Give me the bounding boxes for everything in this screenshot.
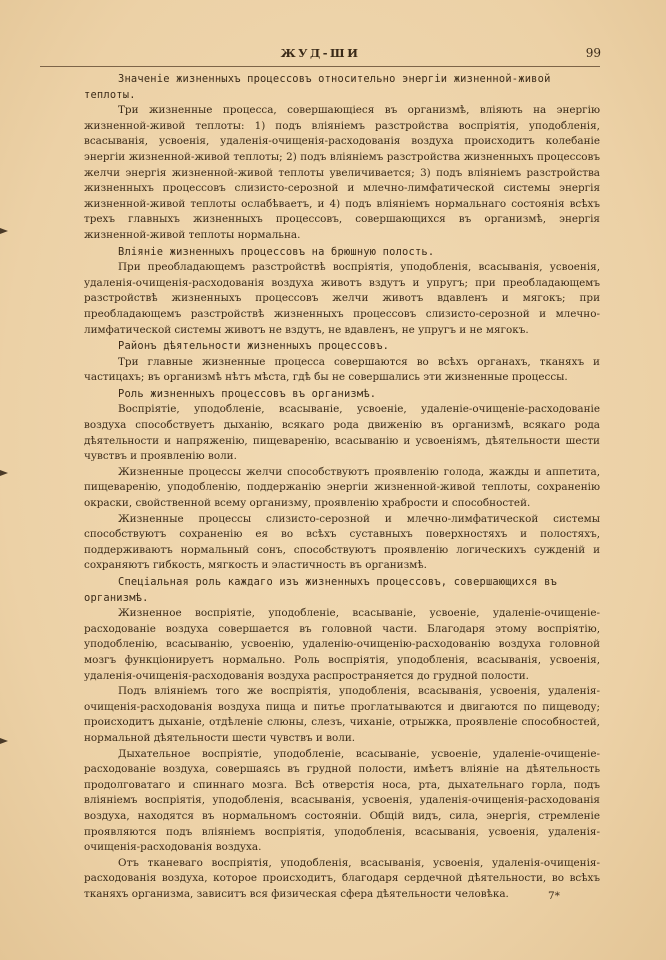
- binding-hole-mark: [0, 470, 8, 476]
- binding-hole-mark: [0, 738, 8, 744]
- page-header: [38, 46, 603, 64]
- text-body: [84, 71, 600, 902]
- section-heading: Роль жизненныхъ процессовъ въ организмѣ.: [118, 387, 377, 400]
- section-heading: Вліяніе жизненныхъ процессовъ на брюшную полость.: [118, 245, 435, 258]
- running-head: ЖУД-ШИ: [280, 46, 361, 60]
- section-heading: Значеніе жизненныхъ процессовъ относительно энергіи жизненной-живой теплоты.: [84, 73, 551, 101]
- paragraph: Дыхательное воспріятіе, уподобленіе, всасываніе, усвоеніе, удаленіе-очищеніе-расходованіе воздуха, совершаясь въ грудной полости, имѣетъ вліяніе на дѣятельность продолговатаго и спиннаго мозга. Всѣ отверстія носа, рта, дыхательнаго горла, подъ вліяніемъ воспріятія, уподобленія, всасыванія, усвоенія, удаленія-очищенія-расходованія воздуха, находятся въ нормальномъ состояніи. Общій видъ, сила, энергія, стремленіе проявляются подъ вліяніемъ воспріятія, уподобленія, всасыванія, усвоенія, удаленія-очищенія-расходованія воздуха.: [84, 747, 600, 854]
- section-heading: Районъ дѣятельности жизненныхъ процессовъ.: [118, 340, 390, 353]
- paragraph: Воспріятіе, уподобленіе, всасываніе, усвоеніе, удаленіе-очищеніе-расходованіе воздуха способствуетъ дыханію, всякаго рода движенію въ организмѣ, всякаго рода дѣятельности и напряженію, пищеваренію, всасыванію и усвоеніямъ, дѣятельности шести чувствъ и проявленію воли.: [84, 403, 600, 463]
- paragraph: Три главные жизненные процесса совершаются во всѣхъ органахъ, тканяхъ и частицахъ; въ организмѣ нѣтъ мѣста, гдѣ бы не совершались эти жизненные процессы.: [84, 355, 600, 384]
- page-number: 99: [585, 46, 601, 60]
- paragraph: Отъ тканеваго воспріятія, уподобленія, всасыванія, усвоенія, удаленія-очищенія-расходованія воздуха, которое происходитъ, благодаря сердечной дѣятельности, во всѣхъ тканяхъ организма, зависитъ вся физическая сфера дѣятельности человѣка.: [84, 856, 600, 900]
- paragraph: Подъ вліяніемъ того же воспріятія, уподобленія, всасыванія, усвоенія, удаленія-очищенія-расходованія воздуха пища и питье проглатываются и двигаются по пищеводу; происходитъ дыханіе, отдѣленіе слюны, слезъ, чиханіе, отрыжка, проявленіе способностей, нормальной дѣятельности шести чувствъ и воли.: [84, 685, 600, 744]
- printer-signature-mark: 7*: [548, 890, 560, 902]
- paragraph: При преобладающемъ разстройствѣ воспріятія, уподобленія, всасыванія, усвоенія, удаленія-очищенія-расходованія воздуха животъ вздутъ и упругъ; при преобладающемъ разстройствѣ жизненныхъ процессовъ желчи животъ вдавленъ и мягокъ; при преобладающемъ разстройствѣ жизненныхъ процессовъ слизисто-серозной и млечно-лимфатической системы животъ не вздутъ, не вдавленъ, не упругъ и не мягокъ.: [84, 261, 600, 336]
- paragraph: Жизненные процессы желчи способствуютъ проявленію голода, жажды и аппетита, пищеваренію, уподобленію, поддержанію энергіи жизненной-живой теплоты, сохраненію окраски, свойственной всему организму, проявленію храбрости и способностей.: [84, 465, 600, 510]
- paragraph: Жизненное воспріятіе, уподобленіе, всасываніе, усвоеніе, удаленіе-очищеніе-расходованіе воздуха совершается въ головной части. Благодаря этому воспріятію, уподобленію, всасыванію, усвоенію, удаленію-очищенію-расходованію воздуха головной мозгъ функціонируетъ нормально. Роль воспріятія, уподобленія, всасыванія, усвоенія, удаленія-очищенія-расходованія воздуха распространяется до грудной полости.: [84, 607, 600, 682]
- binding-hole-mark: [0, 228, 8, 234]
- paragraph: Три жизненные процесса, совершающіеся въ организмѣ, вліяють на энергію жизненной-живой теплоты: 1) подъ вліяніемъ разстройства воспріятія, уподобленія, всасыванія, усвоенія, удаленія-очищенія-расходованія воздуха происходитъ колебаніе энергіи жизненной-живой теплоты; 2) подъ вліяніемъ разстройства жизненныхъ процессовъ желчи энергія жизненной-живой теплоты увеличивается; 3) подъ вліяніемъ разстройства жизненныхъ процессовъ слизисто-серозной и млечно-лимфатической системы энергія жизненной-живой теплоты ослабѣваетъ, и 4) подъ вліяніемъ нормальнаго состоянія всѣхъ трехъ главныхъ жизненныхъ процессовъ, совершающихся въ организмѣ, энергія жизненной-живой теплоты нормальна.: [84, 104, 600, 241]
- paragraph: Жизненные процессы слизисто-серозной и млечно-лимфатической системы способствуютъ сохраненію ея во всѣхъ суставныхъ поверхностяхъ и полостяхъ, поддерживаютъ нормальный сонъ, способствуютъ проявленію логическихъ сужденій и сохраняютъ гибкость, мягкость и эластичность въ организмѣ.: [84, 512, 600, 572]
- section-heading: Спеціальная роль каждаго изъ жизненныхъ процессовъ, совершающихся въ организмѣ.: [84, 576, 557, 604]
- header-rule: [40, 66, 600, 67]
